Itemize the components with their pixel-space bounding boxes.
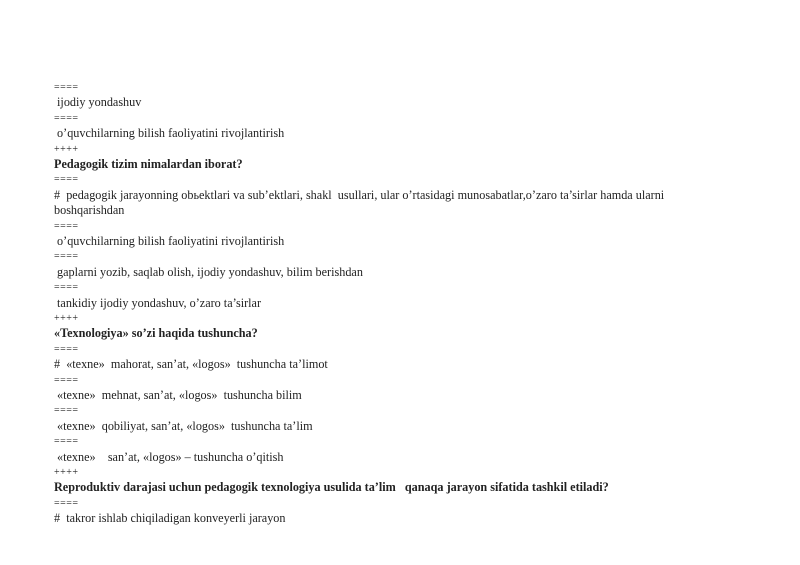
question-marker: ++++ (54, 312, 79, 324)
separator-line: ==== (54, 251, 79, 263)
separator-line: ==== (54, 436, 79, 448)
separator-line: ==== (54, 374, 79, 386)
separator-line: ==== (54, 405, 79, 417)
document-page (54, 80, 754, 527)
separator-line: ==== (54, 174, 79, 186)
answer-option: tankidiy ijodiy yondashuv, o’zaro ta’sirlar (54, 295, 262, 310)
correct-answer-option: # takror ishlab chiqiladigan konveyerli jarayon (54, 511, 286, 526)
question-heading: «Texnologiya» so’zi haqida tushuncha? (54, 326, 258, 341)
answer-option: «texne» qobiliyat, san’at, «logos» tushuncha ta’lim (54, 418, 313, 433)
separator-line: ==== (54, 112, 79, 124)
answer-option: «texne» mehnat, san’at, «logos» tushuncha bilim (54, 387, 302, 402)
separator-line: ==== (54, 282, 79, 294)
question-marker: ++++ (54, 143, 79, 155)
separator-line: ==== (54, 220, 79, 232)
separator-line: ==== (54, 343, 79, 355)
correct-answer-option: # «texne» mahorat, san’at, «logos» tushuncha ta’limot (54, 357, 328, 372)
separator-line: ==== (54, 82, 79, 93)
answer-option: o’quvchilarning bilish faoliyatini rivojlantirish (54, 126, 285, 141)
correct-answer-option: # pedagogik jarayonning obьektlari va sub’ektlari, shakl usullari, ular o’rtasidagi munosabatlar,o’zaro ta’sirlar hamda ularni boshqarishdan (54, 187, 668, 218)
separator-line: ==== (54, 497, 79, 509)
answer-option: «texne» san’at, «logos» – tushuncha o’qitish (54, 449, 284, 464)
answer-option: o’quvchilarning bilish faoliyatini rivojlantirish (54, 233, 285, 248)
question-heading: Pedagogik tizim nimalardan iborat? (54, 156, 243, 171)
question-heading: Reproduktiv darajasi uchun pedagogik texnologiya usulida ta’lim qanaqa jarayon sifatida tashkil etiladi? (54, 480, 609, 495)
answer-option: gaplarni yozib, saqlab olish, ijodiy yondashuv, bilim berishdan (54, 264, 363, 279)
answer-option: ijodiy yondashuv (54, 95, 142, 110)
question-marker: ++++ (54, 466, 79, 478)
